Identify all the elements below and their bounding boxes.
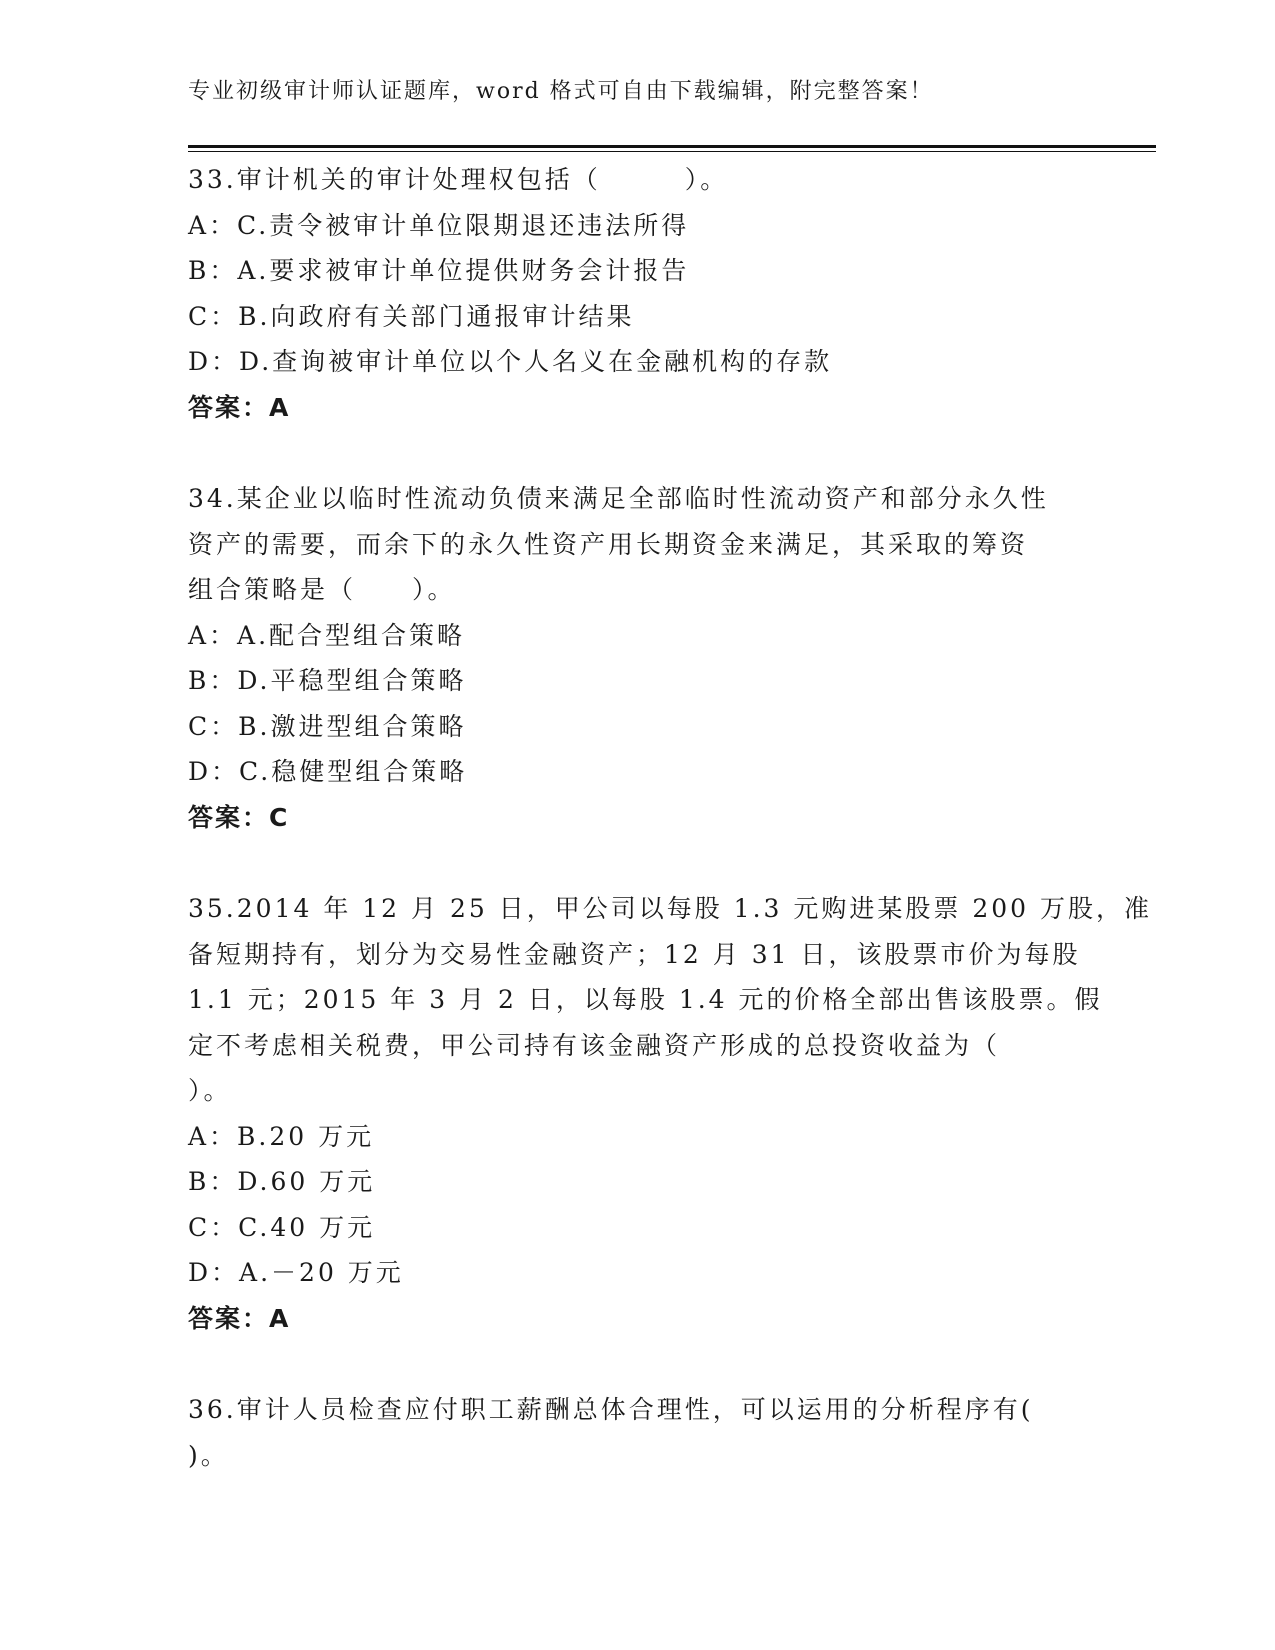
question-stem-line: ）。 bbox=[188, 1076, 232, 1105]
question-35 bbox=[188, 886, 1153, 1341]
question-36 bbox=[188, 1387, 1088, 1478]
answer-label: 答案：C bbox=[188, 802, 290, 832]
header-note: 专业初级审计师认证题库，word 格式可自由下载编辑，附完整答案！ bbox=[188, 79, 934, 104]
question-stem-line: 资产的需要，而余下的永久性资产用长期资金来满足，其采取的筹资 bbox=[188, 529, 1029, 559]
option-d: D：D.查询被审计单位以个人名义在金融机构的存款 bbox=[188, 347, 833, 376]
header-rule-thin bbox=[188, 151, 1156, 152]
option-b: B：D.60 万元 bbox=[188, 1167, 376, 1196]
question-stem-line: 定不考虑相关税费，甲公司持有该金融资产形成的总投资收益为（ bbox=[188, 1030, 1001, 1060]
answer-label: 答案：A bbox=[188, 1303, 291, 1333]
question-stem-line: 35.2014 年 12 月 25 日，甲公司以每股 1.3 元购进某股票 200 万股，准 bbox=[188, 894, 1153, 923]
option-d: D：C.稳健型组合策略 bbox=[188, 757, 468, 786]
option-b: B：A.要求被审计单位提供财务会计报告 bbox=[188, 256, 690, 285]
option-c: C：B.激进型组合策略 bbox=[188, 711, 467, 741]
question-34 bbox=[188, 476, 1088, 840]
option-c: C：B.向政府有关部门通报审计结果 bbox=[188, 301, 635, 331]
option-d: D：A.－20 万元 bbox=[188, 1258, 404, 1287]
question-stem-line: 备短期持有，划分为交易性金融资产；12 月 31 日，该股票市价为每股 bbox=[188, 939, 1081, 969]
option-b: B：D.平稳型组合策略 bbox=[188, 666, 467, 695]
question-stem-line: 36.审计人员检查应付职工薪酬总体合理性，可以运用的分析程序有( bbox=[188, 1395, 1034, 1424]
question-stem-line: 1.1 元；2015 年 3 月 2 日，以每股 1.4 元的价格全部出售该股票。假 bbox=[188, 985, 1103, 1014]
header-rule-thick bbox=[188, 145, 1156, 148]
option-c: C：C.40 万元 bbox=[188, 1212, 376, 1242]
option-a: A：C.责令被审计单位限期退还违法所得 bbox=[188, 210, 690, 240]
question-stem-line: 34.某企业以临时性流动负债来满足全部临时性流动资产和部分永久性 bbox=[188, 484, 1049, 513]
question-stem-line: )。 bbox=[188, 1440, 229, 1470]
answer-label: 答案：A bbox=[188, 392, 291, 422]
option-a: A：A.配合型组合策略 bbox=[188, 620, 466, 650]
option-a: A：B.20 万元 bbox=[188, 1121, 375, 1151]
question-stem-line: 组合策略是（ ）。 bbox=[188, 575, 456, 604]
question-stem-line: 33.审计机关的审计处理权包括（ ）。 bbox=[188, 165, 729, 194]
question-33 bbox=[188, 157, 1088, 430]
question-list bbox=[188, 157, 1153, 1524]
